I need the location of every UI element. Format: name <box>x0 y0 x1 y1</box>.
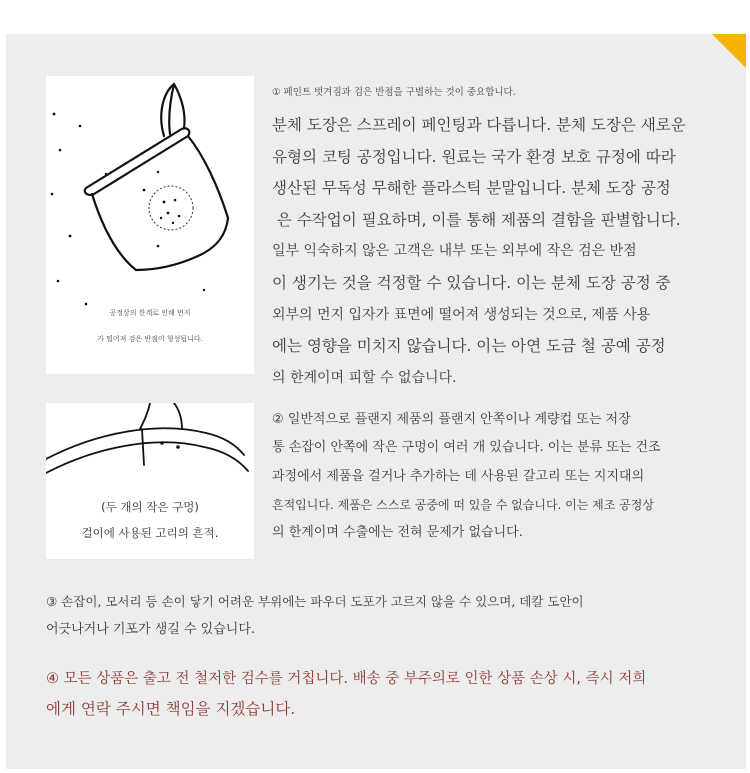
text-line: 에게 연락 주시면 책임을 지겠습니다. <box>46 700 296 718</box>
paragraph-powder-coating <box>272 110 686 394</box>
bucket-illustration <box>46 76 254 374</box>
figure2-caption-line2: 걸이에 사용된 고리의 흔적. <box>81 526 219 540</box>
paragraph-inspection-notice <box>46 664 646 724</box>
text-line: 은 수작업이 필요하며, 이를 통해 제품의 결함을 판별합니다. <box>272 210 681 229</box>
text-line: 분체 도장은 스프레이 페인팅과 다릅니다. 분체 도장은 새로운 <box>272 116 686 134</box>
text-line: 흔적입니다. 제품은 스스로 공중에 떠 있을 수 없습니다. 이는 제조 공정상 <box>272 497 654 512</box>
text-line: 외부의 먼지 입자가 표면에 떨어져 생성되는 것으로, 제품 사용 <box>272 306 651 323</box>
figure2-caption-line1: (두 개의 작은 구멍) <box>101 500 199 514</box>
text-line: 에는 영향을 미치지 않습니다. 이는 아연 도금 철 공예 공정 <box>272 337 666 356</box>
text-line: 생산된 무독성 무해한 플라스틱 분말입니다. 분체 도장 공정 <box>272 179 671 198</box>
text-line: 의 한계이며 피할 수 없습니다. <box>272 369 457 386</box>
paragraph-uneven-coating <box>46 588 584 644</box>
text-line: 유형의 코팅 공정입니다. 원료는 국가 환경 보호 규정에 따라 <box>272 147 676 166</box>
figure-dust-spots <box>46 76 254 374</box>
corner-accent <box>712 34 746 68</box>
figure1-caption-line1: 공정상의 한계로 인해 먼지 <box>109 309 191 317</box>
text-line: ④ 모든 상품은 출고 전 철저한 검수를 거칩니다. 배송 중 부주의로 인한 상품 손상 시, 즉시 저희 <box>46 671 647 687</box>
figure1-caption-line2: 가 떨어져 검은 반점이 형성됩니다. <box>97 335 203 343</box>
figure-hook-marks <box>46 403 254 559</box>
text-line: ③ 손잡이, 모서리 등 손이 닿기 어려운 부위에는 파우더 도포가 고르지 않을 수 있으며, 데칼 도안이 <box>46 594 584 609</box>
text-line: ② 일반적으로 플랜지 제품의 플랜지 안쪽이나 계량컵 또는 저장 <box>272 412 631 427</box>
text-line: 이 생기는 것을 걱정할 수 있습니다. 이는 분체 도장 공정 중 <box>272 273 671 292</box>
text-line: 일부 익숙하지 않은 고객은 내부 또는 외부에 작은 검은 반점 <box>272 243 637 260</box>
text-line: 통 손잡이 안쪽에 작은 구멍이 여러 개 있습니다. 이는 분류 또는 건조 <box>272 440 661 456</box>
text-line: 어긋나거나 기포가 생길 수 있습니다. <box>46 622 256 637</box>
paragraph-hook-holes <box>272 406 661 547</box>
text-line: 과정에서 제품을 걸거나 추가하는 데 사용된 갈고리 또는 지지대의 <box>272 468 645 484</box>
note-1-heading: ① 페인트 벗겨짐과 검은 반점을 구별하는 것이 중요합니다. <box>272 87 516 98</box>
text-line: 의 한계이며 수출에는 전혀 문제가 없습니다. <box>272 525 523 541</box>
